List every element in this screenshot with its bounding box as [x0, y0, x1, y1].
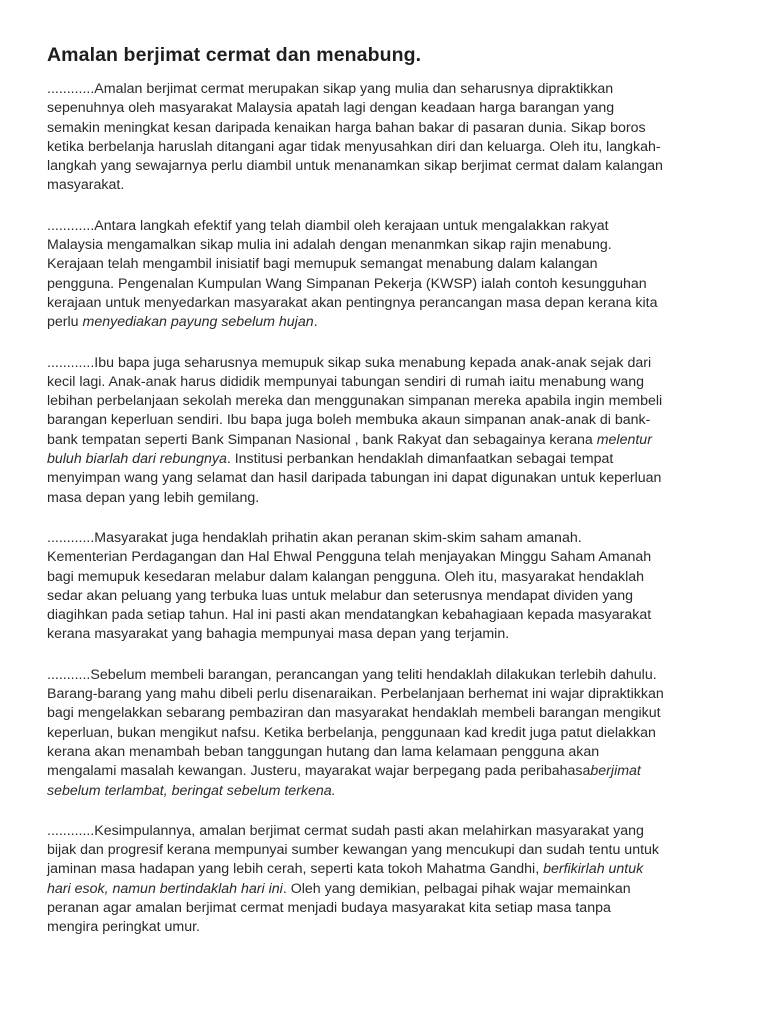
paragraph-line: ............Ibu bapa juga seharusnya memupuk sikap suka menabung kepada anak-anak sejak dari [47, 354, 652, 371]
paragraph-line: semakin meningkat kesan daripada kenaikan harga bahan bakar di pasaran dunia. Sikap boros [47, 119, 646, 136]
paragraph-line: masyarakat. [47, 177, 125, 194]
paragraph-line: diagihkan pada setiap tahun. Hal ini pasti akan mendatangkan kebahagiaan kepada masyarakat [47, 607, 652, 624]
italic-phrase: berjimat [590, 763, 641, 780]
paragraph-line: kerajaan untuk menyedarkan masyarakat akan pentingnya perancangan masa depan kerana kita [47, 294, 658, 311]
paragraph-line: mengira peringkat umur. [47, 919, 200, 936]
document-page [47, 42, 727, 959]
paragraph-line: ............Antara langkah efektif yang telah diambil oleh kerajaan untuk mengalakkan rakyat [47, 217, 609, 234]
italic-phrase: hari esok, namun bertindaklah hari ini [47, 880, 283, 897]
paragraph-line: bank tempatan seperti Bank Simpanan Nasional , bank Rakyat dan sebagainya kerana melentur [47, 431, 652, 448]
paragraph-line: menyimpan wang yang selamat dan hasil daripada tabungan ini dapat digunakan untuk keperluan [47, 470, 662, 487]
paragraph-line: kecil lagi. Anak-anak harus dididik mempunyai tabungan sendiri di rumah iaitu menabung wang [47, 373, 645, 390]
paragraph-2 [47, 217, 727, 333]
paragraph-line: bagi mengelakkan sebarang pembaziran dan masyarakat hendaklah membeli barangan mengikut [47, 705, 661, 722]
paragraph-line: hari esok, namun bertindaklah hari ini. Oleh yang demikian, pelbagai pihak wajar memainkan [47, 880, 631, 897]
paragraph-line: sedar akan peluang yang terbuka luas untuk melabur dan seterusnya mendapat dividen yang [47, 587, 634, 604]
paragraph-line: kerana masyarakat yang bahagia mempunyai masa depan yang terjamin. [47, 626, 510, 643]
italic-phrase: buluh biarlah dari rebungnya [47, 451, 227, 468]
italic-phrase: berfikirlah untuk [543, 861, 644, 878]
paragraph-line: ............Kesimpulannya, amalan berjimat cermat sudah pasti akan melahirkan masyarakat yang [47, 822, 644, 839]
paragraph-1 [47, 80, 727, 196]
paragraph-line: kerana akan menambah beban tanggungan hutang dan lama kelamaan pengguna akan [47, 743, 600, 760]
paragraph-line: perlu menyediakan payung sebelum hujan. [47, 314, 318, 331]
paragraph-line: sepenuhnya oleh masyarakat Malaysia apatah lagi dengan keadaan harga barangan yang [47, 100, 615, 117]
paragraph-line: bijak dan progresif kerana mempunyai sumber kewangan yang mencukupi dan sudah tentu untuk [47, 842, 660, 859]
paragraph-line: Barang-barang yang mahu dibeli perlu disenaraikan. Perbelanjaan berhemat ini wajar dipraktikkan [47, 686, 664, 703]
paragraph-5 [47, 666, 727, 801]
paragraph-line: jaminan masa hadapan yang lebih cerah, seperti kata tokoh Mahatma Gandhi, berfikirlah untuk [47, 861, 644, 878]
paragraph-line: langkah yang sewajarnya perlu diambil untuk menanamkan sikap berjimat cermat dalam kalangan [47, 158, 663, 175]
paragraph-line: bagi memupuk kesedaran melabur dalam kalangan pengguna. Oleh itu, masyarakat hendaklah [47, 568, 645, 585]
paragraph-line [47, 782, 727, 801]
paragraph-4 [47, 529, 727, 645]
paragraph-line: peranan agar amalan berjimat cermat menjadi budaya masyarakat kita setiap masa tanpa [47, 899, 611, 916]
paragraph-line: ...........Sebelum membeli barangan, perancangan yang teliti hendaklah dilakukan terlebih dahulu. [47, 666, 657, 683]
paragraph-line: pengguna. Pengenalan Kumpulan Wang Simpanan Pekerja (KWSP) ialah contoh kesungguhan [47, 275, 647, 292]
italic-phrase: melentur [596, 431, 652, 448]
paragraph-line: Malaysia mengamalkan sikap mulia ini adalah dengan menanmkan sikap rajin menabung. [47, 237, 612, 254]
document-body [47, 80, 727, 938]
document-title: Amalan berjimat cermat dan menabung. [47, 44, 422, 66]
italic-phrase: menyediakan payung sebelum hujan [82, 314, 314, 331]
paragraph-3 [47, 354, 727, 508]
paragraph-line: keperluan, bukan mengikut nafsu. Ketika berbelanja, penggunaan kad kredit juga patut dielakkan [47, 724, 656, 741]
paragraph-line: Kerajaan telah mengambil inisiatif bagi memupuk semangat menabung dalam kalangan [47, 256, 598, 273]
paragraph-line: barangan keperluan sendiri. Ibu bapa juga boleh membuka akaun simpanan anak-anak di bank- [47, 412, 651, 429]
paragraph-line: buluh biarlah dari rebungnya. Institusi perbankan hendaklah dimanfaatkan sebagai tempat [47, 451, 614, 468]
paragraph-line: ketika berbelanja haruslah ditangani agar tidak menyusahkan diri dan keluarga. Oleh itu, langkah- [47, 138, 661, 155]
paragraph-line: ............Amalan berjimat cermat merupakan sikap yang mulia dan seharusnya dipraktikkan [47, 81, 614, 97]
paragraph-line: lebihan perbelanjaan sekolah mereka dan menggunakan simpanan mereka apabila ingin membeli [47, 393, 663, 410]
paragraph-line: Kementerian Perdagangan dan Hal Ehwal Pengguna telah menjayakan Minggu Saham Amanah [47, 549, 652, 566]
paragraph-line: mengalami masalah kewangan. Justeru, mayarakat wajar berpegang pada peribahasaberjimat [47, 763, 641, 780]
italic-phrase: sebelum terlambat, beringat sebelum terkena. [47, 782, 336, 799]
paragraph-line: masa depan yang lebih gemilang. [47, 489, 260, 506]
paragraph-line: ............Masyarakat juga hendaklah prihatin akan peranan skim-skim saham amanah. [47, 529, 582, 546]
paragraph-6 [47, 822, 727, 938]
